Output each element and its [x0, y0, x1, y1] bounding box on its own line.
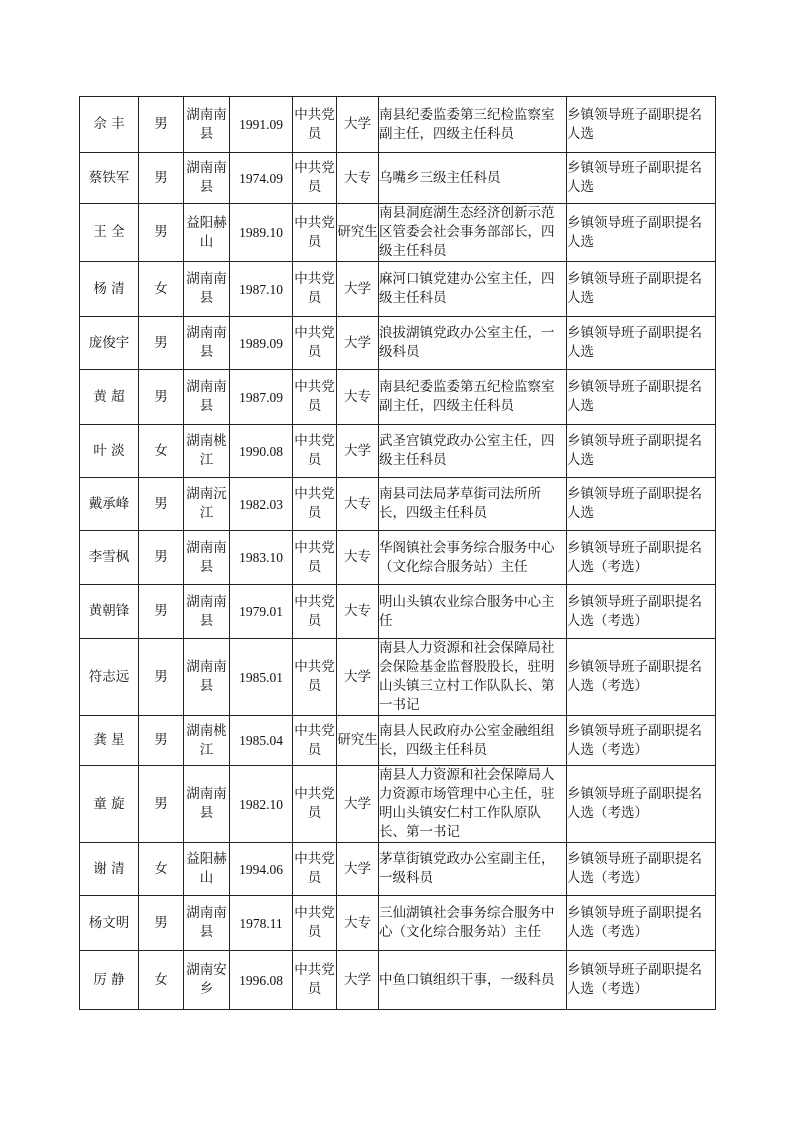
candidate-gender: 男	[139, 370, 184, 425]
table-row	[80, 478, 716, 531]
candidate-party: 中共党员	[293, 585, 337, 639]
candidate-gender: 女	[139, 425, 184, 478]
candidate-party: 中共党员	[293, 531, 337, 585]
candidate-name: 杨文明	[80, 896, 139, 951]
candidate-education: 大学	[337, 262, 379, 317]
candidate-current-position: 三仙湖镇社会事务综合服务中心（文化综合服务站）主任	[379, 896, 567, 951]
candidate-current-position: 浪拔湖镇党政办公室主任，一级科员	[379, 317, 567, 370]
candidate-education: 大学	[337, 843, 379, 896]
candidate-gender: 男	[139, 716, 184, 766]
candidate-gender: 男	[139, 478, 184, 531]
candidate-proposed-post: 乡镇领导班子副职提名人选	[567, 97, 716, 153]
candidate-name: 黄朝锋	[80, 585, 139, 639]
candidate-proposed-post: 乡镇领导班子副职提名人选（考选）	[567, 766, 716, 843]
candidate-hometown: 湖南南县	[184, 896, 230, 951]
candidate-hometown: 湖南桃江	[184, 425, 230, 478]
roster-body	[80, 97, 716, 1010]
candidate-education: 大专	[337, 153, 379, 204]
candidate-current-position: 南县人力资源和社会保障局人力资源市场管理中心主任，驻明山头镇安仁村工作队原队长、第一书记	[379, 766, 567, 843]
candidate-proposed-post: 乡镇领导班子副职提名人选（考选）	[567, 639, 716, 716]
candidate-hometown: 湖南南县	[184, 262, 230, 317]
candidate-education: 大学	[337, 951, 379, 1010]
candidate-proposed-post: 乡镇领导班子副职提名人选（考选）	[567, 951, 716, 1010]
candidate-education: 大学	[337, 97, 379, 153]
candidate-name: 龚 星	[80, 716, 139, 766]
candidate-birth-date: 1985.04	[230, 716, 293, 766]
table-row	[80, 97, 716, 153]
candidate-name: 童 旋	[80, 766, 139, 843]
candidate-name: 庞俊宇	[80, 317, 139, 370]
candidate-current-position: 乌嘴乡三级主任科员	[379, 153, 567, 204]
candidate-party: 中共党员	[293, 425, 337, 478]
candidate-gender: 男	[139, 585, 184, 639]
candidate-education: 大学	[337, 317, 379, 370]
table-row	[80, 370, 716, 425]
candidate-gender: 男	[139, 317, 184, 370]
candidate-current-position: 南县纪委监委第五纪检监察室副主任，四级主任科员	[379, 370, 567, 425]
candidate-hometown: 湖南沅江	[184, 478, 230, 531]
table-row	[80, 951, 716, 1010]
candidate-birth-date: 1982.03	[230, 478, 293, 531]
candidate-hometown: 湖南南县	[184, 153, 230, 204]
candidate-birth-date: 1982.10	[230, 766, 293, 843]
candidate-party: 中共党员	[293, 204, 337, 262]
candidate-proposed-post: 乡镇领导班子副职提名人选	[567, 262, 716, 317]
table-row	[80, 425, 716, 478]
candidate-birth-date: 1974.09	[230, 153, 293, 204]
candidate-current-position: 中鱼口镇组织干事，一级科员	[379, 951, 567, 1010]
candidate-party: 中共党员	[293, 370, 337, 425]
candidate-proposed-post: 乡镇领导班子副职提名人选	[567, 370, 716, 425]
candidate-education: 研究生	[337, 204, 379, 262]
candidate-hometown: 湖南南县	[184, 639, 230, 716]
candidate-party: 中共党员	[293, 716, 337, 766]
candidate-proposed-post: 乡镇领导班子副职提名人选	[567, 478, 716, 531]
candidate-hometown: 湖南安乡	[184, 951, 230, 1010]
candidate-birth-date: 1983.10	[230, 531, 293, 585]
candidate-hometown: 益阳赫山	[184, 204, 230, 262]
candidate-education: 大专	[337, 531, 379, 585]
candidate-birth-date: 1994.06	[230, 843, 293, 896]
candidate-gender: 女	[139, 843, 184, 896]
candidate-name: 符志远	[80, 639, 139, 716]
candidate-hometown: 湖南南县	[184, 585, 230, 639]
table-row	[80, 262, 716, 317]
candidate-birth-date: 1991.09	[230, 97, 293, 153]
candidate-hometown: 湖南南县	[184, 97, 230, 153]
candidate-gender: 男	[139, 896, 184, 951]
candidate-gender: 男	[139, 531, 184, 585]
candidate-proposed-post: 乡镇领导班子副职提名人选	[567, 317, 716, 370]
table-row	[80, 766, 716, 843]
candidate-party: 中共党员	[293, 951, 337, 1010]
candidate-gender: 男	[139, 97, 184, 153]
candidate-party: 中共党员	[293, 843, 337, 896]
candidate-birth-date: 1985.01	[230, 639, 293, 716]
candidate-proposed-post: 乡镇领导班子副职提名人选（考选）	[567, 531, 716, 585]
candidate-proposed-post: 乡镇领导班子副职提名人选（考选）	[567, 716, 716, 766]
table-row	[80, 317, 716, 370]
candidate-proposed-post: 乡镇领导班子副职提名人选	[567, 204, 716, 262]
candidate-party: 中共党员	[293, 317, 337, 370]
candidate-gender: 男	[139, 766, 184, 843]
candidate-birth-date: 1989.09	[230, 317, 293, 370]
candidate-party: 中共党员	[293, 262, 337, 317]
candidate-birth-date: 1996.08	[230, 951, 293, 1010]
candidate-current-position: 武圣宫镇党政办公室主任，四级主任科员	[379, 425, 567, 478]
candidate-birth-date: 1987.10	[230, 262, 293, 317]
table-row	[80, 204, 716, 262]
candidate-party: 中共党员	[293, 478, 337, 531]
candidate-current-position: 明山头镇农业综合服务中心主任	[379, 585, 567, 639]
candidate-gender: 男	[139, 204, 184, 262]
candidate-current-position: 南县人力资源和社会保障局社会保险基金监督股股长，驻明山头镇三立村工作队队长、第一书记	[379, 639, 567, 716]
candidate-hometown: 湖南南县	[184, 317, 230, 370]
candidate-education: 大学	[337, 639, 379, 716]
table-row	[80, 639, 716, 716]
candidate-name: 戴承峰	[80, 478, 139, 531]
candidate-proposed-post: 乡镇领导班子副职提名人选	[567, 425, 716, 478]
candidate-name: 佘 丰	[80, 97, 139, 153]
candidate-current-position: 茅草街镇党政办公室副主任，一级科员	[379, 843, 567, 896]
candidate-current-position: 麻河口镇党建办公室主任，四级主任科员	[379, 262, 567, 317]
candidate-name: 叶 淡	[80, 425, 139, 478]
candidate-hometown: 湖南南县	[184, 370, 230, 425]
candidate-education: 大学	[337, 766, 379, 843]
candidate-proposed-post: 乡镇领导班子副职提名人选（考选）	[567, 843, 716, 896]
candidate-gender: 女	[139, 262, 184, 317]
candidate-hometown: 湖南桃江	[184, 716, 230, 766]
candidate-proposed-post: 乡镇领导班子副职提名人选（考选）	[567, 896, 716, 951]
candidate-birth-date: 1978.11	[230, 896, 293, 951]
candidate-current-position: 南县洞庭湖生态经济创新示范区管委会社会事务部部长，四级主任科员	[379, 204, 567, 262]
candidate-name: 蔡铁军	[80, 153, 139, 204]
candidate-proposed-post: 乡镇领导班子副职提名人选（考选）	[567, 585, 716, 639]
candidate-current-position: 华阁镇社会事务综合服务中心（文化综合服务站）主任	[379, 531, 567, 585]
table-row	[80, 843, 716, 896]
candidate-education: 大专	[337, 896, 379, 951]
candidate-party: 中共党员	[293, 97, 337, 153]
candidate-name: 王 全	[80, 204, 139, 262]
candidate-party: 中共党员	[293, 639, 337, 716]
candidate-name: 李雪枫	[80, 531, 139, 585]
candidate-gender: 男	[139, 639, 184, 716]
table-row	[80, 153, 716, 204]
candidate-birth-date: 1987.09	[230, 370, 293, 425]
candidate-education: 研究生	[337, 716, 379, 766]
candidate-hometown: 湖南南县	[184, 766, 230, 843]
candidate-current-position: 南县纪委监委第三纪检监察室副主任，四级主任科员	[379, 97, 567, 153]
candidate-hometown: 益阳赫山	[184, 843, 230, 896]
candidate-proposed-post: 乡镇领导班子副职提名人选	[567, 153, 716, 204]
candidate-education: 大学	[337, 425, 379, 478]
table-row	[80, 896, 716, 951]
candidate-name: 厉 静	[80, 951, 139, 1010]
candidate-birth-date: 1989.10	[230, 204, 293, 262]
candidate-party: 中共党员	[293, 153, 337, 204]
candidate-party: 中共党员	[293, 766, 337, 843]
candidate-name: 谢 清	[80, 843, 139, 896]
candidate-birth-date: 1990.08	[230, 425, 293, 478]
candidate-roster-table	[79, 96, 716, 1010]
candidate-name: 黄 超	[80, 370, 139, 425]
candidate-birth-date: 1979.01	[230, 585, 293, 639]
candidate-gender: 男	[139, 153, 184, 204]
table-row	[80, 585, 716, 639]
candidate-education: 大专	[337, 370, 379, 425]
candidate-education: 大专	[337, 478, 379, 531]
candidate-hometown: 湖南南县	[184, 531, 230, 585]
candidate-education: 大专	[337, 585, 379, 639]
candidate-name: 杨 清	[80, 262, 139, 317]
table-row	[80, 531, 716, 585]
candidate-current-position: 南县司法局茅草街司法所所长，四级主任科员	[379, 478, 567, 531]
table-row	[80, 716, 716, 766]
candidate-current-position: 南县人民政府办公室金融组组长，四级主任科员	[379, 716, 567, 766]
candidate-party: 中共党员	[293, 896, 337, 951]
candidate-gender: 女	[139, 951, 184, 1010]
